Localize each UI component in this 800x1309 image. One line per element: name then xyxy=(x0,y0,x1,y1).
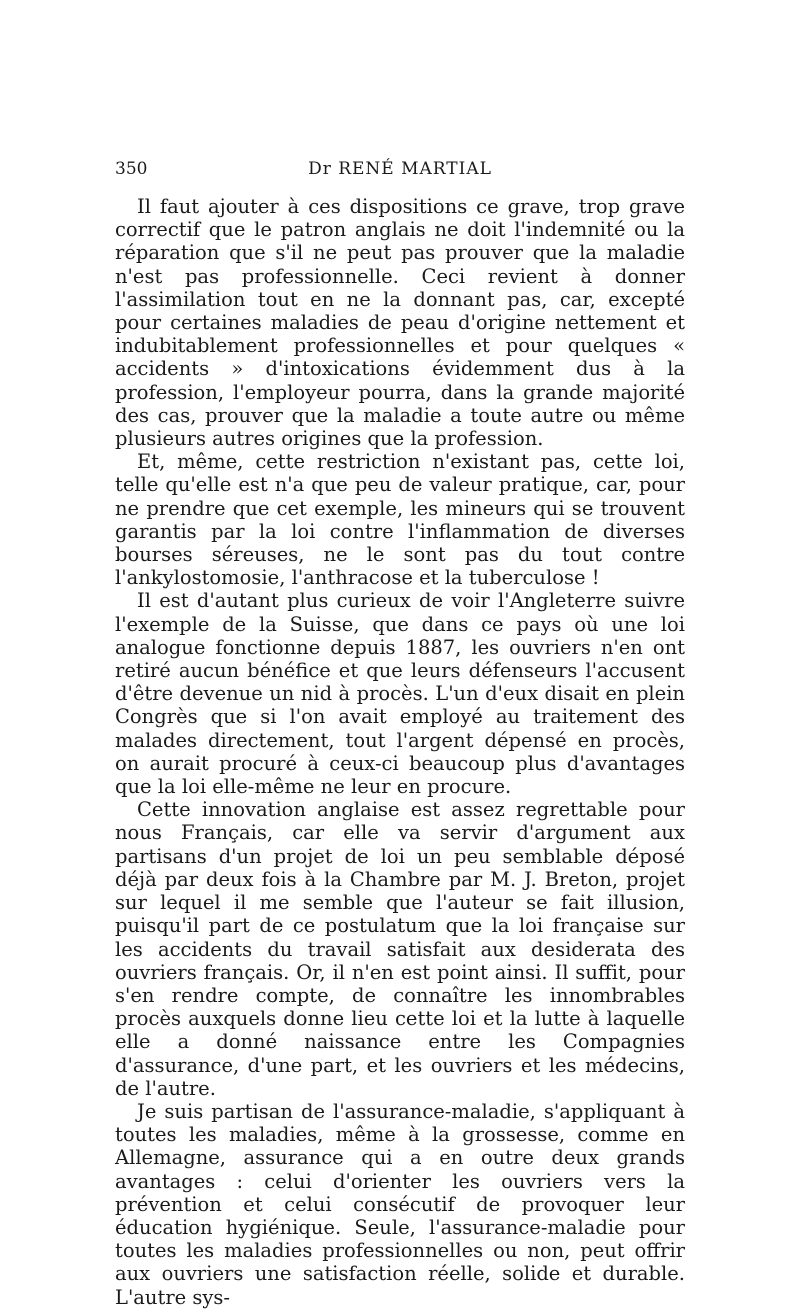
running-title: Dr RENÉ MARTIAL xyxy=(308,159,492,179)
paragraph: Je suis partisan de l'assurance-maladie, s'appliquant à toutes les maladies, même à la grossesse, comme en Allemagne, assurance qui a en outre deux grands avantages : celui d'orienter les ouvriers vers la prévention et celui consécutif de provoquer leur éducation hygiénique. Seule, l'assurance-maladie pour toutes les maladies professionnelles ou non, peut offrir aux ouvriers une satisfaction réelle, solide et durable. L'autre sys- xyxy=(115,1099,685,1309)
body-text xyxy=(115,195,685,1309)
paragraph: Il faut ajouter à ces dispositions ce grave, trop grave correctif que le patron anglais ne doit l'indemnité ou la réparation que s'il ne peut pas prouver que la maladie n'est pas professionnelle. Ceci revient à donner l'assimilation tout en ne la donnant pas, car, excepté pour certaines maladies de peau d'origine nettement et indubitablement professionnelles et pour quelques « accidents » d'intoxications évidemment dus à la profession, l'employeur pourra, dans la grande majorité des cas, prouver que la maladie a toute autre ou même plusieurs autres origines que la profession. xyxy=(115,195,685,451)
paragraph: Cette innovation anglaise est assez regrettable pour nous Français, car elle va servir d'argument aux partisans d'un projet de loi un peu semblable déposé déjà par deux fois à la Chambre par M. J. Breton, projet sur lequel il me semble que l'auteur se fait illusion, puisqu'il part de ce postulatum que la loi française sur les accidents du travail satisfait aux desiderata des ouvriers français. Or, il n'en est point ainsi. Il suffit, pour s'en rendre compte, de connaître les innombrables procès auxquels donne lieu cette loi et la lutte à laquelle elle a donné naissance entre les Compagnies d'assurance, d'une part, et les ouvriers et les médecins, de l'autre. xyxy=(115,798,685,1100)
running-head xyxy=(115,155,685,183)
page-number: 350 xyxy=(115,159,148,179)
paragraph: Et, même, cette restriction n'existant pas, cette loi, telle qu'elle est n'a que peu de valeur pratique, car, pour ne prendre que cet exemple, les mineurs qui se trouvent garantis par la loi contre l'inflammation de diverses bourses séreuses, ne le sont pas du tout contre l'ankylostomosie, l'anthracose et la tuberculose ! xyxy=(115,450,685,590)
book-page xyxy=(115,155,685,1309)
paragraph: Il est d'autant plus curieux de voir l'Angleterre suivre l'exemple de la Suisse, que dans ce pays où une loi analogue fonctionne depuis 1887, les ouvriers n'en ont retiré aucun bénéfice et que leurs défenseurs l'accusent d'être devenue un nid à procès. L'un d'eux disait en plein Congrès que si l'on avait employé au traitement des malades directement, tout l'argent dépensé en procès, on aurait procuré à ceux-ci beaucoup plus d'avantages que la loi elle-même ne leur en procure. xyxy=(115,589,685,799)
